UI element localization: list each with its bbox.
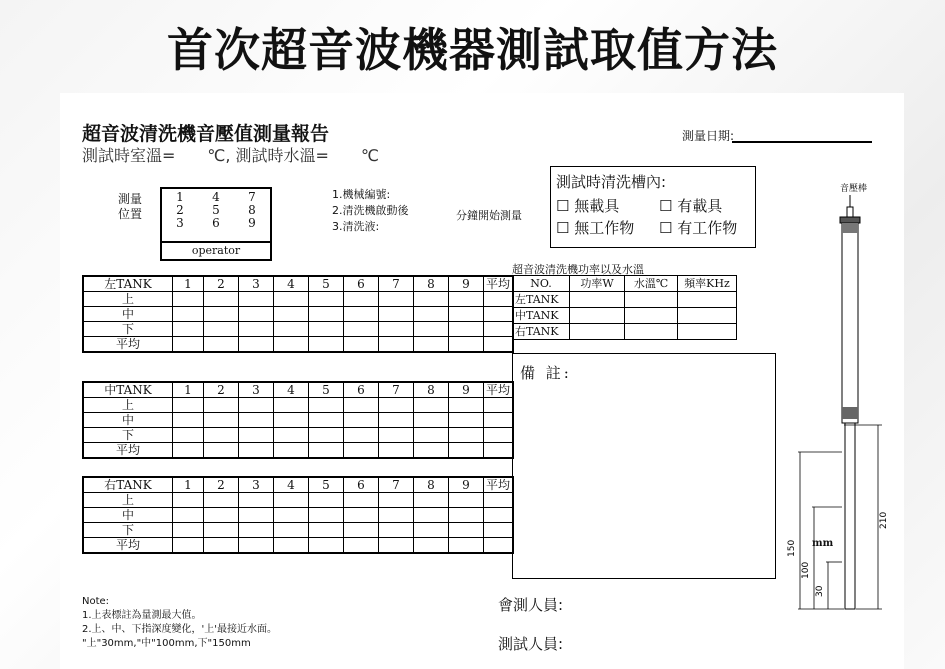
power-table-title: 超音波清洗機功率以及水溫 xyxy=(512,263,644,276)
power-header-cell: 頻率KHz xyxy=(678,276,737,292)
position-label-2: 位置 xyxy=(118,207,143,221)
column-header-cell: 8 xyxy=(414,276,449,292)
value-cell[interactable] xyxy=(309,322,344,337)
value-cell[interactable] xyxy=(414,428,449,443)
value-cell[interactable] xyxy=(309,292,344,307)
value-cell[interactable] xyxy=(625,308,678,324)
column-header-cell: 7 xyxy=(379,382,414,398)
value-cell[interactable] xyxy=(379,538,414,554)
table-row xyxy=(83,413,513,428)
column-header-cell: 4 xyxy=(274,477,309,493)
value-cell[interactable] xyxy=(239,337,274,353)
value-cell[interactable] xyxy=(484,307,514,322)
column-header-cell: 9 xyxy=(449,276,484,292)
value-cell[interactable] xyxy=(274,538,309,554)
position-cell: 3 xyxy=(176,216,184,230)
value-cell[interactable] xyxy=(239,322,274,337)
report-title: 超音波清洗機音壓值測量報告 xyxy=(82,123,330,145)
table-row xyxy=(83,398,513,413)
column-header-cell: 5 xyxy=(309,276,344,292)
value-cell[interactable] xyxy=(309,337,344,353)
value-cell[interactable] xyxy=(379,292,414,307)
option-no-workpiece-checkbox[interactable]: ☐ 無工作物 xyxy=(556,219,635,237)
value-cell[interactable] xyxy=(484,413,514,428)
value-cell[interactable] xyxy=(204,523,239,538)
column-header-cell: 平均 xyxy=(484,382,514,398)
position-cell: 9 xyxy=(248,216,256,230)
row-label-cell: 上 xyxy=(83,493,173,508)
column-header-cell: 3 xyxy=(239,276,274,292)
dim-100: 100 xyxy=(801,561,811,579)
machine-info-item: 2.清洗機啟動後 xyxy=(332,204,409,217)
column-header-cell: 8 xyxy=(414,477,449,493)
slide-title: 首次超音波機器測試取值方法 xyxy=(167,23,778,77)
column-header-cell: 3 xyxy=(239,477,274,493)
column-header-cell: 5 xyxy=(309,382,344,398)
value-cell[interactable] xyxy=(625,324,678,340)
value-cell[interactable] xyxy=(239,508,274,523)
position-cell: 7 xyxy=(248,190,256,204)
table-row xyxy=(513,308,737,324)
power-header-row xyxy=(513,276,737,292)
value-cell[interactable] xyxy=(484,322,514,337)
value-cell[interactable] xyxy=(484,428,514,443)
tank-name-cell: 右TANK xyxy=(83,477,173,493)
value-cell[interactable] xyxy=(449,337,484,353)
row-label-cell: 下 xyxy=(83,428,173,443)
table-row xyxy=(83,292,513,307)
column-header-cell: 6 xyxy=(344,276,379,292)
machine-info-item: 3.清洗液: xyxy=(332,220,380,233)
column-header-cell: 2 xyxy=(204,477,239,493)
value-cell[interactable] xyxy=(239,493,274,508)
value-cell[interactable] xyxy=(344,292,379,307)
value-cell[interactable] xyxy=(449,493,484,508)
value-cell[interactable] xyxy=(204,428,239,443)
value-cell[interactable] xyxy=(449,398,484,413)
value-cell[interactable] xyxy=(204,337,239,353)
position-cell: 4 xyxy=(212,190,220,204)
date-label: 測量日期: xyxy=(682,129,735,143)
value-cell[interactable] xyxy=(379,508,414,523)
value-cell[interactable] xyxy=(449,443,484,459)
position-label-1: 測量 xyxy=(118,192,143,206)
value-cell[interactable] xyxy=(570,292,625,308)
column-header-cell: 7 xyxy=(379,276,414,292)
left-tank-table xyxy=(82,275,514,353)
value-cell[interactable] xyxy=(414,322,449,337)
column-header-cell: 4 xyxy=(274,276,309,292)
value-cell[interactable] xyxy=(449,538,484,554)
row-label-cell: 中 xyxy=(83,307,173,322)
column-header-cell: 9 xyxy=(449,477,484,493)
value-cell[interactable] xyxy=(414,538,449,554)
note-line: "上"30mm,"中"100mm,下"150mm xyxy=(82,638,251,649)
value-cell[interactable] xyxy=(173,337,204,353)
power-table xyxy=(512,275,737,340)
value-cell[interactable] xyxy=(344,428,379,443)
position-cell: 1 xyxy=(176,190,184,204)
value-cell[interactable] xyxy=(344,508,379,523)
table-row xyxy=(83,443,513,459)
power-header-cell: NO. xyxy=(513,276,570,292)
column-header-cell: 5 xyxy=(309,477,344,493)
value-cell[interactable] xyxy=(173,307,204,322)
value-cell[interactable] xyxy=(484,292,514,307)
value-cell[interactable] xyxy=(274,443,309,459)
probe-unit: mm xyxy=(812,538,834,549)
tank-header-row xyxy=(83,382,513,398)
value-cell[interactable] xyxy=(173,443,204,459)
value-cell[interactable] xyxy=(204,538,239,554)
value-cell[interactable] xyxy=(484,508,514,523)
value-cell[interactable] xyxy=(379,443,414,459)
row-label-cell: 下 xyxy=(83,322,173,337)
position-cell: 6 xyxy=(212,216,220,230)
value-cell[interactable] xyxy=(344,337,379,353)
remarks-box[interactable] xyxy=(512,353,776,579)
value-cell[interactable] xyxy=(274,292,309,307)
value-cell[interactable] xyxy=(274,307,309,322)
value-cell[interactable] xyxy=(449,322,484,337)
value-cell[interactable] xyxy=(173,538,204,554)
table-row xyxy=(83,523,513,538)
tester-label: 測試人員: xyxy=(498,635,564,653)
value-cell[interactable] xyxy=(173,428,204,443)
value-cell[interactable] xyxy=(449,428,484,443)
value-cell[interactable] xyxy=(379,493,414,508)
value-cell[interactable] xyxy=(309,307,344,322)
value-cell[interactable] xyxy=(379,428,414,443)
power-header-cell: 功率W xyxy=(570,276,625,292)
table-row xyxy=(83,428,513,443)
column-header-cell: 2 xyxy=(204,382,239,398)
value-cell[interactable] xyxy=(344,538,379,554)
column-header-cell: 1 xyxy=(173,477,204,493)
column-header-cell: 4 xyxy=(274,382,309,398)
value-cell[interactable] xyxy=(414,508,449,523)
value-cell[interactable] xyxy=(344,523,379,538)
value-cell[interactable] xyxy=(379,322,414,337)
column-header-cell: 2 xyxy=(204,276,239,292)
dim-150: 150 xyxy=(787,539,797,557)
table-row xyxy=(83,538,513,554)
value-cell[interactable] xyxy=(484,538,514,554)
position-grid xyxy=(162,191,270,230)
position-cell: 5 xyxy=(212,203,220,217)
tank-contents-title: 測試時清洗槽內: xyxy=(556,173,667,191)
value-cell[interactable] xyxy=(344,322,379,337)
row-label-cell: 平均 xyxy=(83,337,173,353)
row-label-cell: 平均 xyxy=(83,443,173,459)
value-cell[interactable] xyxy=(309,398,344,413)
witness-label: 會測人員: xyxy=(498,596,564,614)
value-cell[interactable] xyxy=(173,398,204,413)
table-row xyxy=(83,508,513,523)
row-label-cell: 下 xyxy=(83,523,173,538)
value-cell[interactable] xyxy=(309,443,344,459)
column-header-cell: 6 xyxy=(344,382,379,398)
column-header-cell: 平均 xyxy=(484,477,514,493)
value-cell[interactable] xyxy=(449,523,484,538)
value-cell[interactable] xyxy=(678,324,737,340)
value-cell[interactable] xyxy=(344,413,379,428)
power-row-label: 中TANK xyxy=(513,308,570,324)
row-label-cell: 中 xyxy=(83,508,173,523)
value-cell[interactable] xyxy=(204,322,239,337)
column-header-cell: 6 xyxy=(344,477,379,493)
position-cell: 8 xyxy=(248,203,256,217)
value-cell[interactable] xyxy=(344,443,379,459)
value-cell[interactable] xyxy=(449,413,484,428)
option-no-carrier-checkbox[interactable]: ☐ 無載具 xyxy=(556,197,620,215)
table-row xyxy=(83,322,513,337)
value-cell[interactable] xyxy=(274,398,309,413)
tank-header-row xyxy=(83,477,513,493)
value-cell[interactable] xyxy=(484,493,514,508)
middle-tank-table xyxy=(82,381,514,459)
value-cell[interactable] xyxy=(379,337,414,353)
value-cell[interactable] xyxy=(625,292,678,308)
power-row-label: 右TANK xyxy=(513,324,570,340)
column-header-cell: 1 xyxy=(173,382,204,398)
value-cell[interactable] xyxy=(239,538,274,554)
dim-210: 210 xyxy=(879,511,889,529)
tank-name-cell: 左TANK xyxy=(83,276,173,292)
value-cell[interactable] xyxy=(344,493,379,508)
value-cell[interactable] xyxy=(414,413,449,428)
value-cell[interactable] xyxy=(204,508,239,523)
value-cell[interactable] xyxy=(239,307,274,322)
row-label-cell: 上 xyxy=(83,292,173,307)
option-workpiece-checkbox[interactable]: ☐ 有工作物 xyxy=(659,219,738,237)
value-cell[interactable] xyxy=(379,307,414,322)
position-grid-box xyxy=(160,187,272,261)
value-cell[interactable] xyxy=(204,413,239,428)
column-header-cell: 平均 xyxy=(484,276,514,292)
value-cell[interactable] xyxy=(239,428,274,443)
value-cell[interactable] xyxy=(274,322,309,337)
value-cell[interactable] xyxy=(309,508,344,523)
value-cell[interactable] xyxy=(414,337,449,353)
value-cell[interactable] xyxy=(173,508,204,523)
value-cell[interactable] xyxy=(344,398,379,413)
value-cell[interactable] xyxy=(173,493,204,508)
right-tank-table xyxy=(82,476,514,554)
power-row-label: 左TANK xyxy=(513,292,570,308)
option-carrier-checkbox[interactable]: ☐ 有載具 xyxy=(659,197,723,215)
value-cell[interactable] xyxy=(173,322,204,337)
value-cell[interactable] xyxy=(449,508,484,523)
value-cell[interactable] xyxy=(484,523,514,538)
notes-title: Note: xyxy=(82,596,110,607)
value-cell[interactable] xyxy=(173,523,204,538)
value-cell[interactable] xyxy=(414,307,449,322)
notes-block xyxy=(82,595,277,651)
value-cell[interactable] xyxy=(173,292,204,307)
value-cell[interactable] xyxy=(344,307,379,322)
probe-name: 音壓棒 xyxy=(840,184,868,194)
row-label-cell: 平均 xyxy=(83,538,173,554)
value-cell[interactable] xyxy=(570,308,625,324)
tank-header-row xyxy=(83,276,513,292)
value-cell[interactable] xyxy=(204,398,239,413)
value-cell[interactable] xyxy=(274,428,309,443)
row-label-cell: 中 xyxy=(83,413,173,428)
value-cell[interactable] xyxy=(484,398,514,413)
value-cell[interactable] xyxy=(274,413,309,428)
value-cell[interactable] xyxy=(309,493,344,508)
value-cell[interactable] xyxy=(274,508,309,523)
table-row xyxy=(83,337,513,353)
value-cell[interactable] xyxy=(379,413,414,428)
value-cell[interactable] xyxy=(204,493,239,508)
value-cell[interactable] xyxy=(379,523,414,538)
value-cell[interactable] xyxy=(239,523,274,538)
value-cell[interactable] xyxy=(239,398,274,413)
value-cell[interactable] xyxy=(414,523,449,538)
column-header-cell: 3 xyxy=(239,382,274,398)
dim-30: 30 xyxy=(815,585,825,597)
tank-contents-box xyxy=(550,166,756,248)
remarks-label: 備 註: xyxy=(520,364,572,382)
column-header-cell: 7 xyxy=(379,477,414,493)
value-cell[interactable] xyxy=(449,307,484,322)
operator-label: operator xyxy=(162,241,270,259)
value-cell[interactable] xyxy=(239,443,274,459)
date-field-line[interactable] xyxy=(732,141,872,143)
value-cell[interactable] xyxy=(204,292,239,307)
minutes-note: 分鐘開始測量 xyxy=(456,209,522,222)
power-header-cell: 水溫℃ xyxy=(625,276,678,292)
column-header-cell: 9 xyxy=(449,382,484,398)
report-subtitle: 測試時室溫= ℃, 測試時水溫= ℃ xyxy=(82,146,379,165)
note-line: 1.上表標註為量測最大值。 xyxy=(82,610,202,621)
table-row xyxy=(513,292,737,308)
value-cell[interactable] xyxy=(274,337,309,353)
value-cell[interactable] xyxy=(414,398,449,413)
value-cell[interactable] xyxy=(309,428,344,443)
report-sheet xyxy=(60,93,904,669)
value-cell[interactable] xyxy=(204,307,239,322)
value-cell[interactable] xyxy=(274,493,309,508)
table-row xyxy=(513,324,737,340)
column-header-cell: 1 xyxy=(173,276,204,292)
value-cell[interactable] xyxy=(570,324,625,340)
value-cell[interactable] xyxy=(239,413,274,428)
value-cell[interactable] xyxy=(204,443,239,459)
value-cell[interactable] xyxy=(309,413,344,428)
table-row xyxy=(83,493,513,508)
value-cell[interactable] xyxy=(484,443,514,459)
value-cell[interactable] xyxy=(414,443,449,459)
tank-name-cell: 中TANK xyxy=(83,382,173,398)
value-cell[interactable] xyxy=(309,538,344,554)
machine-info-list xyxy=(332,187,409,235)
value-cell[interactable] xyxy=(239,292,274,307)
value-cell[interactable] xyxy=(414,493,449,508)
value-cell[interactable] xyxy=(309,523,344,538)
value-cell[interactable] xyxy=(414,292,449,307)
table-row xyxy=(83,307,513,322)
position-cell: 2 xyxy=(176,203,184,217)
column-header-cell: 8 xyxy=(414,382,449,398)
probe-diagram xyxy=(778,177,904,597)
value-cell[interactable] xyxy=(379,398,414,413)
value-cell[interactable] xyxy=(484,337,514,353)
note-line: 2.上、中、下指深度變化，'上'最接近水面。 xyxy=(82,624,278,635)
value-cell[interactable] xyxy=(449,292,484,307)
value-cell[interactable] xyxy=(678,292,737,308)
value-cell[interactable] xyxy=(678,308,737,324)
value-cell[interactable] xyxy=(173,413,204,428)
value-cell[interactable] xyxy=(274,523,309,538)
machine-info-item: 1.機械編號: xyxy=(332,188,391,201)
row-label-cell: 上 xyxy=(83,398,173,413)
